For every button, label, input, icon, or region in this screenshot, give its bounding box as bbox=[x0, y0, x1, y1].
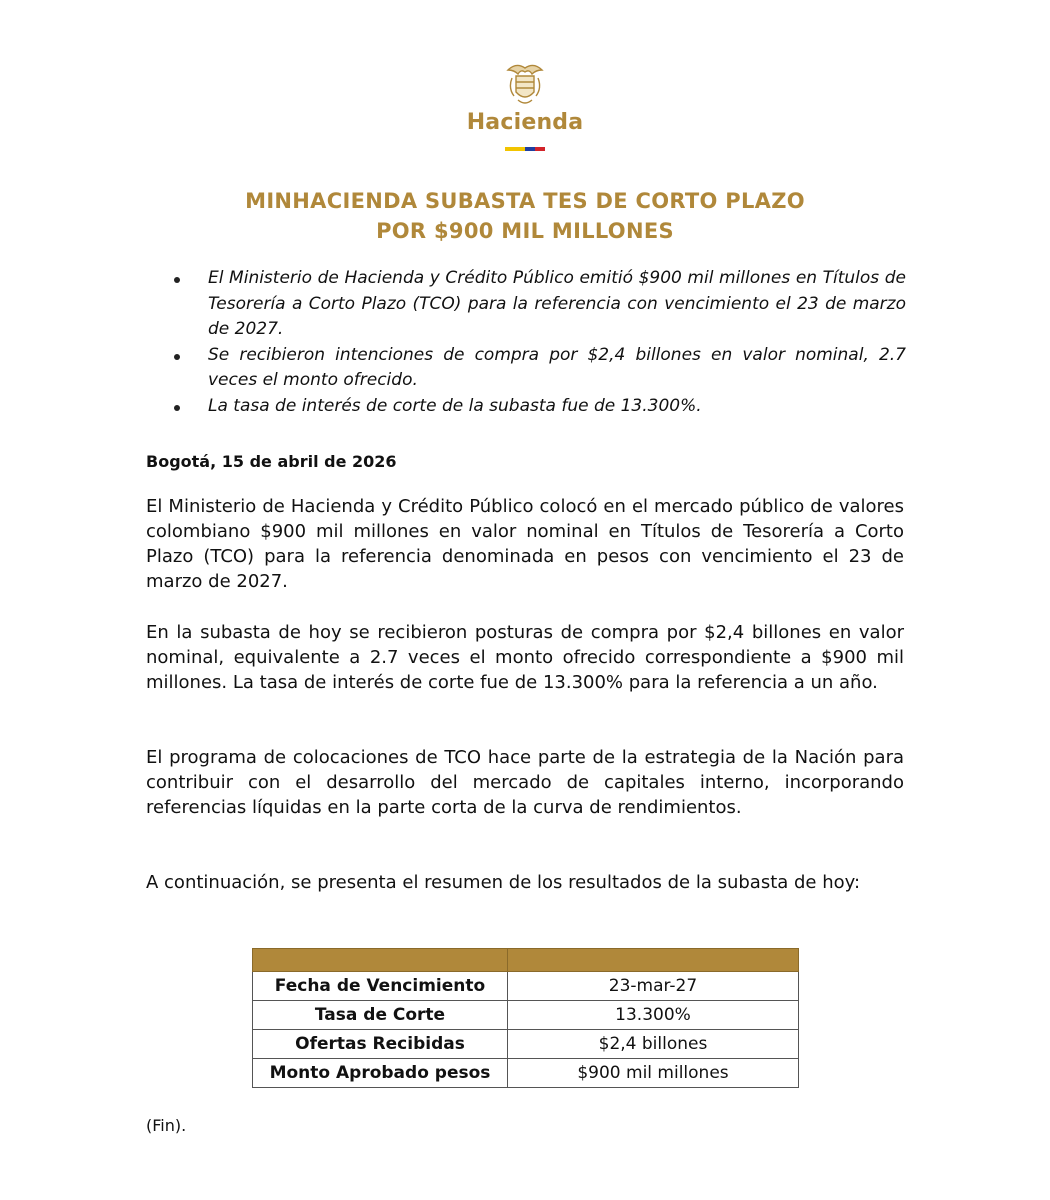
table-row bbox=[253, 972, 799, 1001]
colombia-coat-of-arms-icon bbox=[502, 60, 548, 108]
highlights-list bbox=[174, 266, 906, 419]
highlight-item: Se recibieron intenciones de compra por $2,4 billones en valor nominal, 2.7 veces el monto ofrecido. bbox=[174, 343, 906, 394]
row-label: Monto Aprobado pesos bbox=[253, 1059, 508, 1088]
bullet-icon bbox=[174, 405, 180, 411]
dateline: Bogotá, 15 de abril de 2026 bbox=[146, 452, 397, 471]
title-line-1: MINHACIENDA SUBASTA TES DE CORTO PLAZO bbox=[245, 189, 805, 213]
body-paragraph-1: El Ministerio de Hacienda y Crédito Público colocó en el mercado público de valores colombiano $900 mil millones en valor nominal en Títulos de Tesorería a Corto Plazo (TCO) para la referencia denominada en pesos con vencimiento el 23 de marzo de 2027. bbox=[146, 496, 904, 592]
page-title bbox=[100, 186, 950, 246]
title-line-2: POR $900 MIL MILLONES bbox=[376, 219, 674, 243]
bullet-icon bbox=[174, 277, 180, 283]
flag-red bbox=[535, 147, 545, 151]
table-row bbox=[253, 1030, 799, 1059]
row-label: Fecha de Vencimiento bbox=[253, 972, 508, 1001]
end-marker: (Fin). bbox=[146, 1116, 187, 1135]
table-header-row bbox=[253, 949, 799, 972]
body-paragraph-3: El programa de colocaciones de TCO hace parte de la estrategia de la Nación para contribuir con el desarrollo del mercado de capitales interno, incorporando referencias líquidas en la parte corta de la curva de rendimientos. bbox=[146, 747, 904, 818]
row-label: Ofertas Recibidas bbox=[253, 1030, 508, 1059]
row-value: 23-mar-27 bbox=[508, 972, 799, 1001]
row-value: $2,4 billones bbox=[508, 1030, 799, 1059]
table-row bbox=[253, 1059, 799, 1088]
body-paragraph-4: A continuación, se presenta el resumen de los resultados de la subasta de hoy: bbox=[146, 872, 861, 893]
colombia-flag-stripe bbox=[505, 147, 545, 151]
row-label: Tasa de Corte bbox=[253, 1001, 508, 1030]
flag-yellow bbox=[505, 147, 525, 151]
highlight-item: El Ministerio de Hacienda y Crédito Público emitió $900 mil millones en Títulos de Tesorería a Corto Plazo (TCO) para la referencia con vencimiento el 23 de marzo de 2027. bbox=[174, 266, 906, 343]
bullet-icon bbox=[174, 354, 180, 360]
brand-name: Hacienda bbox=[466, 110, 584, 135]
highlight-item: La tasa de interés de corte de la subasta fue de 13.300%. bbox=[174, 394, 906, 420]
flag-blue bbox=[525, 147, 535, 151]
hacienda-logo bbox=[455, 60, 595, 151]
results-table bbox=[252, 948, 799, 1088]
table-row bbox=[253, 1001, 799, 1030]
row-value: 13.300% bbox=[508, 1001, 799, 1030]
row-value: $900 mil millones bbox=[508, 1059, 799, 1088]
body-paragraph-2: En la subasta de hoy se recibieron posturas de compra por $2,4 billones en valor nominal, equivalente a 2.7 veces el monto ofrecido correspondiente a $900 mil millones. La tasa de interés de corte fue de 13.300% para la referencia a un año. bbox=[146, 622, 904, 693]
